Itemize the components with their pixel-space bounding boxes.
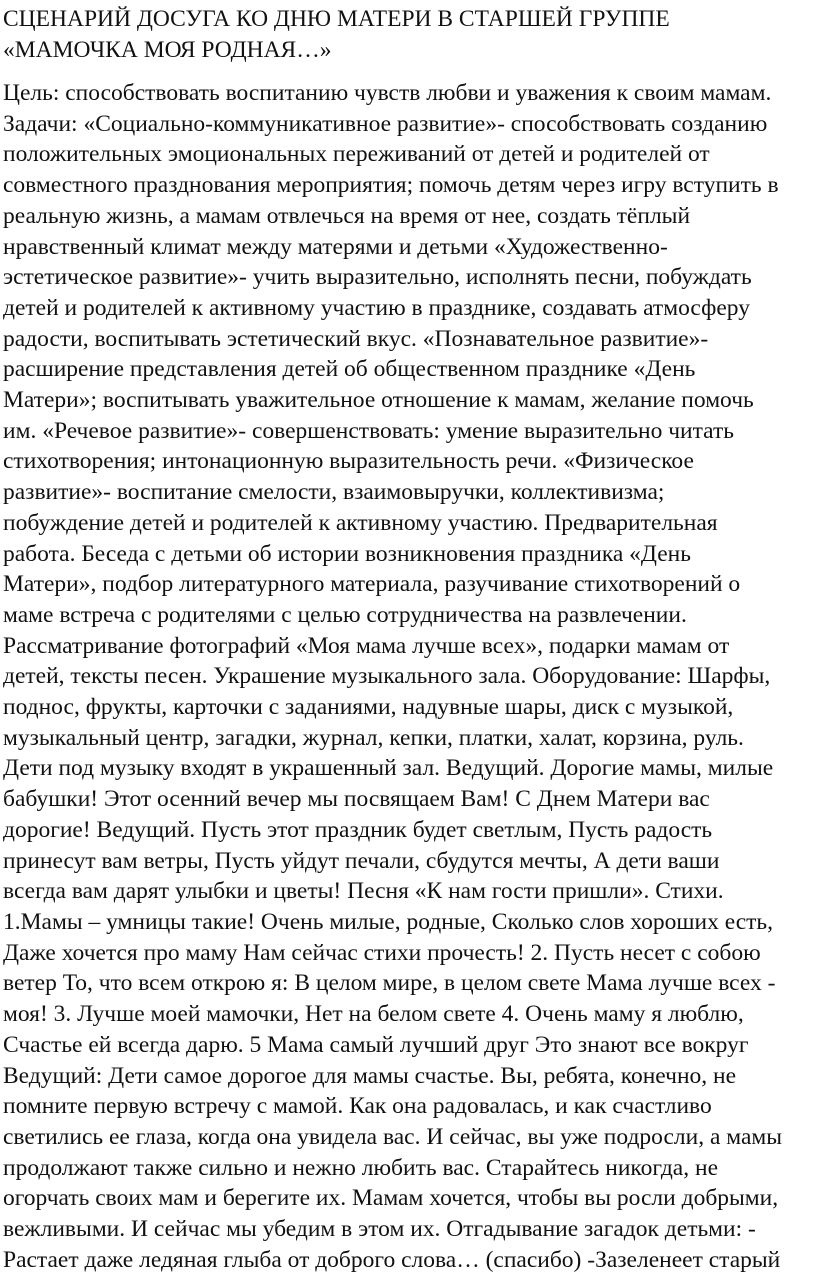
document-title: СЦЕНАРИЙ ДОСУГА КО ДНЮ МАТЕРИ В СТАРШЕЙ ГРУППЕ «МАМОЧКА МОЯ РОДНАЯ…» — [3, 6, 670, 63]
document-body: Цель: способствовать воспитанию чувств любви и уважения к своим мамам. Задачи: «Социально-коммуникативное развитие»- способствовать созданию положительных эмоциональных переживаний от детей и родителей от совместного празднования мероприятия; помочь детям через игру вступить в реальную жизнь, а мамам отвлечься на время от нее, создать тёплый нравственный климат между матерями и детьми «Художественно- эстетическое развитие»- учить выразительно, исполнять песни, побуждать детей и родителей к активному участию в празднике, создавать атмосферу радости, воспитывать эстетический вкус. «Познавательное развитие»- расширение представления детей об общественном празднике «День Матери»; воспитывать уважительное отношение к мамам, желание помочь им. «Речевое развитие»- совершенствовать: умение выразительно читать стихотворения; интонационную выразительность речи. «Физическое развитие»- воспитание смелости, взаимовыручки, коллективизма; побуждение детей и родителей к активному участию. Предварительная работа. Беседа с детьми об истории возникновения праздника «День Матери», подбор литературного материала, разучивание стихотворений о маме встреча с родителями с целью сотрудничества на развлечении. Рассматривание фотографий «Моя мама лучше всех», подарки мамам от детей, тексты песен. Украшение музыкального зала. Оборудование: Шарфы, поднос, фрукты, карточки с заданиями, надувные шары, диск с музыкой, музыкальный центр, загадки, журнал, кепки, платки, халат, корзина, руль. Дети под музыку входят в украшенный зал. Ведущий. Дорогие мамы, милые бабушки! Этот осенний вечер мы посвящаем Вам! С Днем Матери вас дорогие! Ведущий. Пусть этот праздник будет светлым, Пусть радость принесут вам ветры, Пусть уйдут печали, сбудутся мечты, А дети ваши всегда вам дарят улыбки и цветы! Песня «К нам гости пришли». Стихи. 1.Мамы – умницы такие! Очень милые, родные, Сколько слов хороших есть, Даже хочется про маму Нам сейчас стихи прочесть! 2. Пусть несет с собою ветер То, что всем открою я: В целом мире, в целом свете Мама лучше всех - моя! 3. Лучше моей мамочки, Нет на белом свете 4. Очень маму я люблю, Счастье ей всегда дарю. 5 Мама самый лучший друг Это знают все вокруг Ведущий: Дети самое дорогое для мамы счастье. Вы, ребята, конечно, не помните первую встречу с мамой. Как она радовалась, и как счастливо светились ее глаза, когда она увидела вас. И сейчас, вы уже подросли, а мамы продолжают также сильно и нежно любить вас. Старайтесь никогда, не огорчать своих мам и берегите их. Мамам хочется, чтобы вы росли добрыми, вежливыми. И сейчас мы убедим в этом их. Отгадывание загадок детьми: - Растает даже ледяная глыба от доброго слова… (спасибо) -Зазеленеет старый — [3, 80, 783, 1273]
